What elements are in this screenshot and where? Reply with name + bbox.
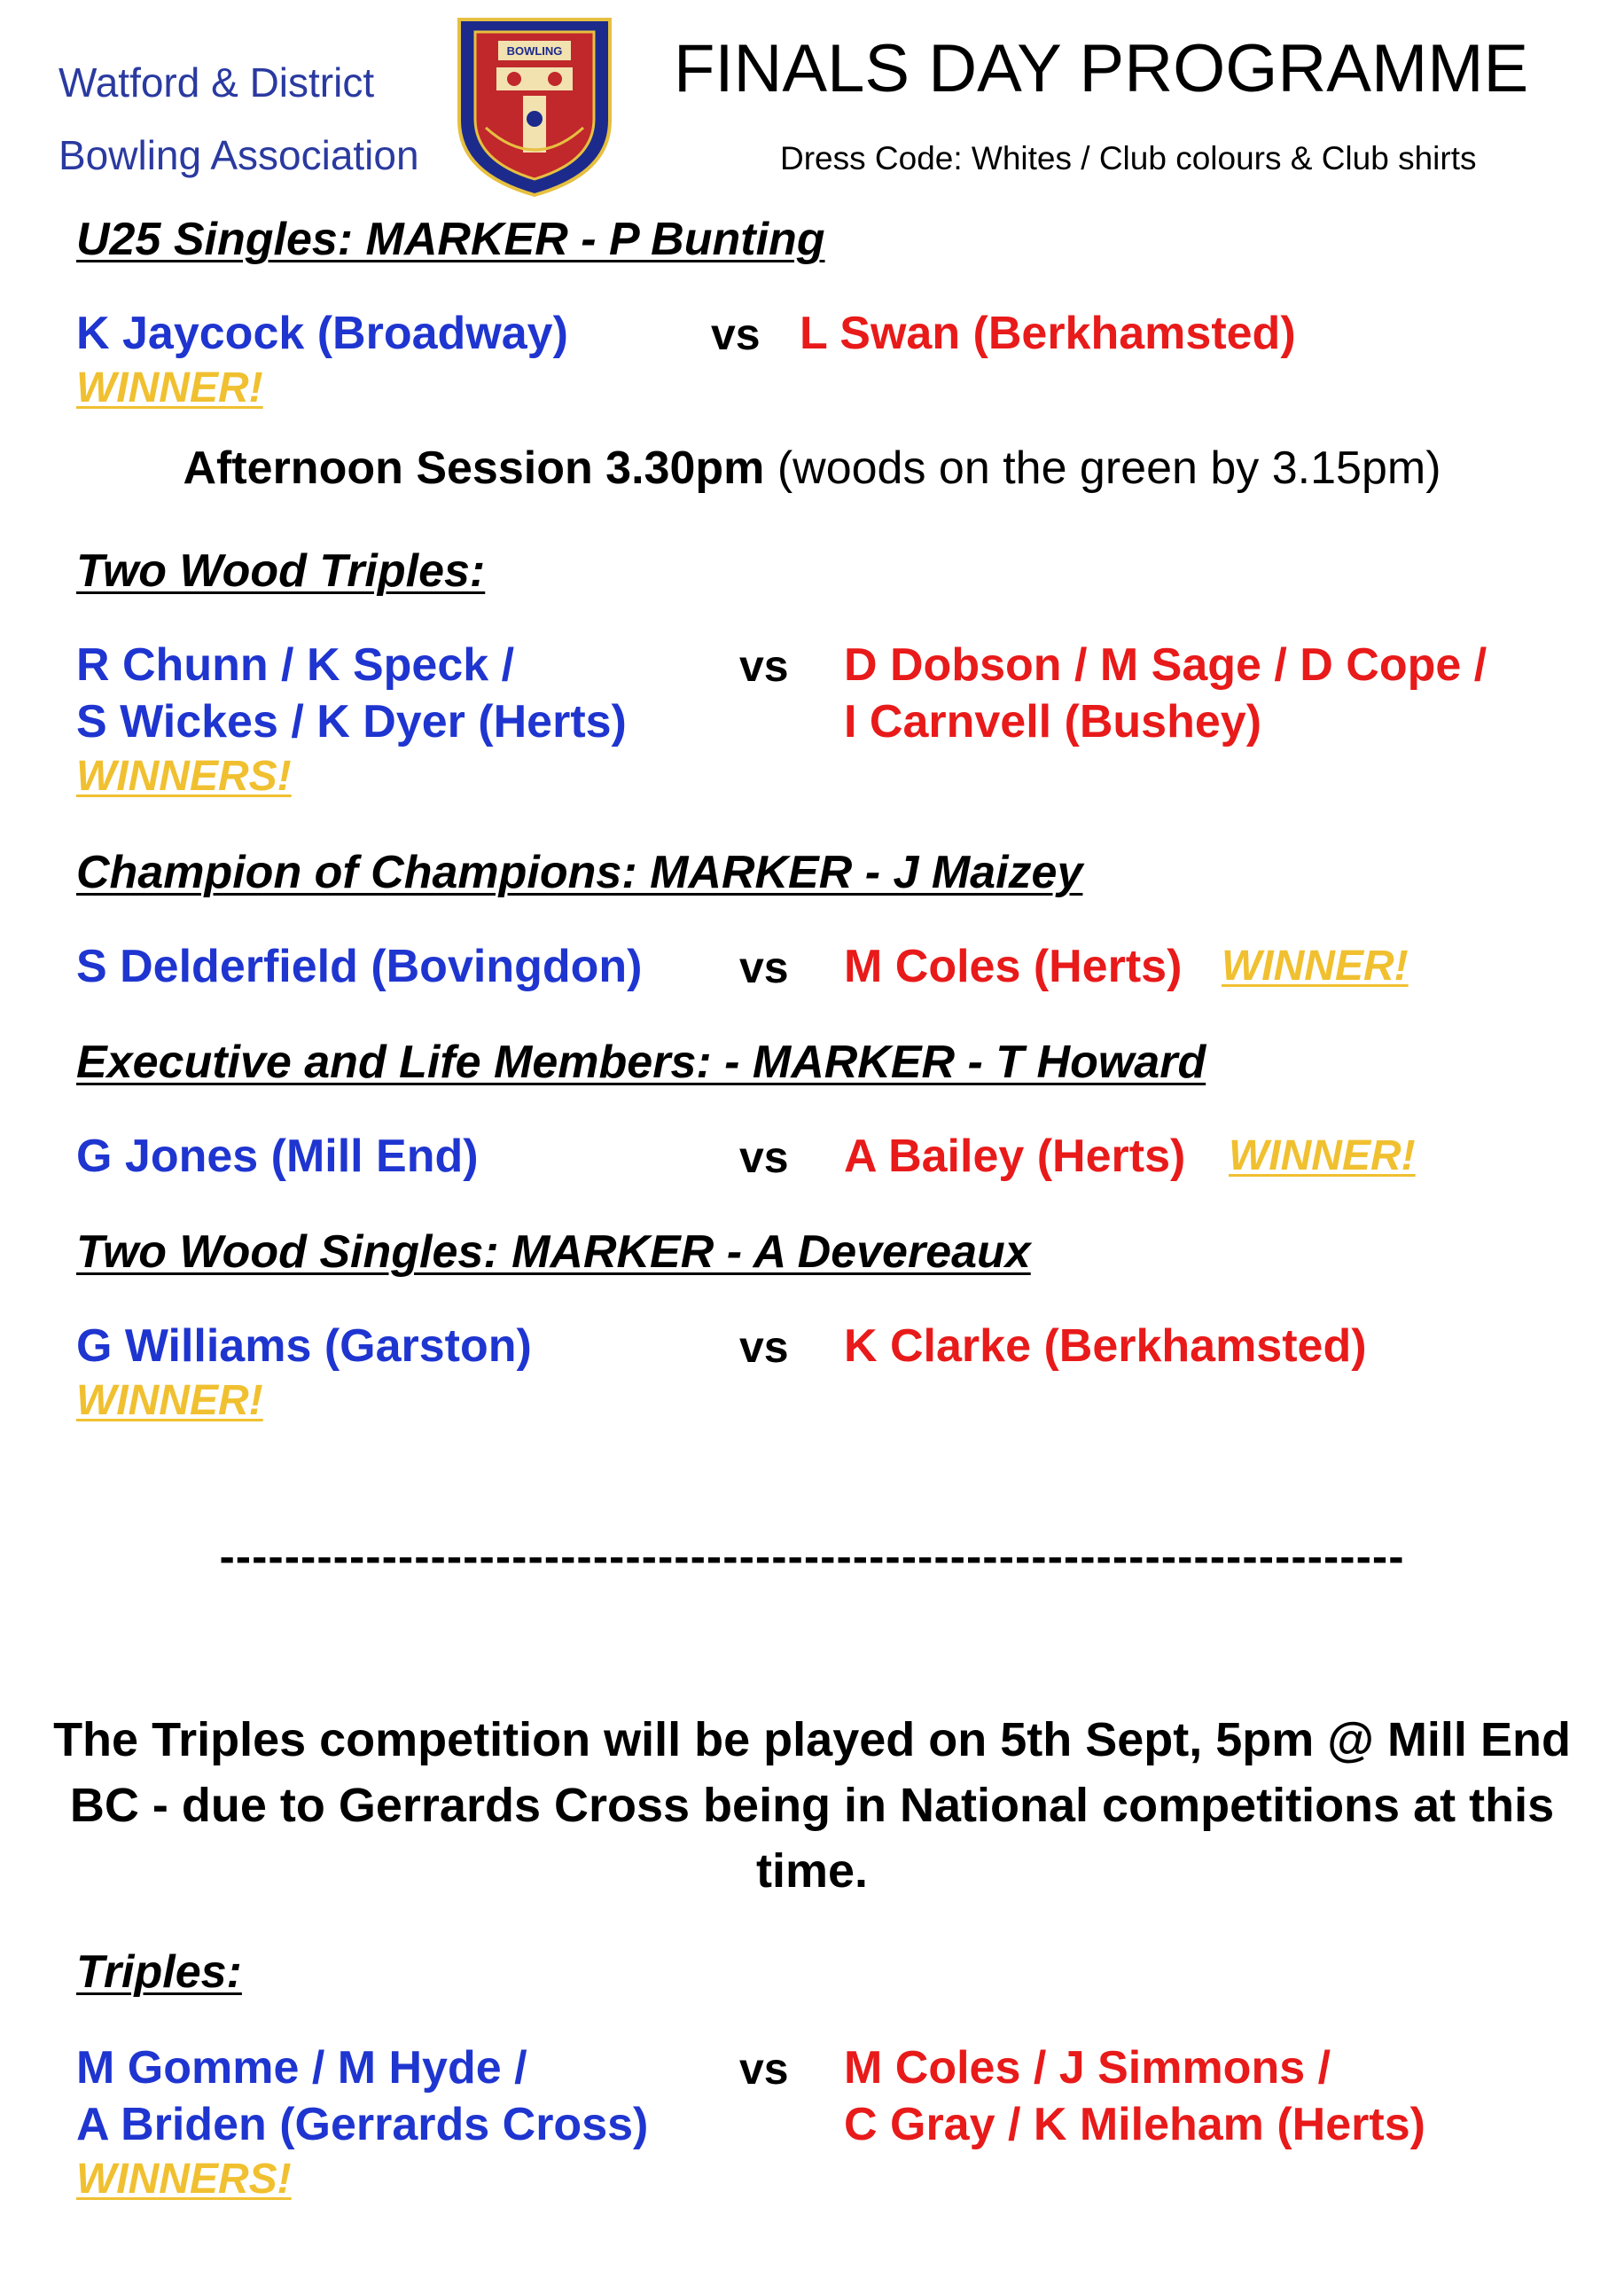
section-heading-triples: Triples: [76,1946,242,1998]
triples-winner-label: WINNERS! [76,2156,292,2203]
two-wood-singles-vs: vs [739,1322,789,1372]
two-wood-triples-winner-label: WINNERS! [76,753,292,800]
section-heading-champion-of-champions: Champion of Champions: MARKER - J Maizey [76,847,1083,898]
executive-vs: vs [739,1132,789,1182]
triples-away-line1: M Coles / J Simmons / [844,2042,1331,2094]
champion-winner-label: WINNER! [1222,943,1409,990]
section-heading-executive-life-members: Executive and Life Members: - MARKER - T Howard [76,1037,1206,1088]
two-wood-singles-away-player: K Clarke (Berkhamsted) [844,1320,1367,1372]
executive-winner-label: WINNER! [1229,1132,1416,1179]
u25-home-player: K Jaycock (Broadway) [76,308,568,359]
association-crest-logo [452,14,617,199]
triples-schedule-notice: The Triples competition will be played on 5th Sept, 5pm @ Mill End BC - due to Gerrards Cross being in National competitions at this time. [53,1713,1571,1898]
two-wood-triples-home-line2: S Wickes / K Dyer (Herts) [76,696,627,748]
triples-away-line2: C Gray / K Mileham (Herts) [844,2099,1425,2150]
two-wood-triples-home-line1: R Chunn / K Speck / [76,639,515,691]
session-detail: (woods on the green by 3.15pm) [764,442,1441,494]
section-divider: ------------------------------------------------------------------------- [219,1531,1405,1583]
u25-away-player: L Swan (Berkhamsted) [800,308,1296,359]
section-heading-two-wood-triples: Two Wood Triples: [76,545,486,597]
two-wood-triples-vs: vs [739,641,789,691]
two-wood-triples-away-line2: I Carnvell (Bushey) [844,696,1262,748]
org-name-line1: Watford & District [59,59,375,106]
afternoon-session-note [0,442,1624,494]
dress-code: Dress Code: Whites / Club colours & Club shirts [780,140,1477,176]
triples-home-line2: A Briden (Gerrards Cross) [76,2099,649,2150]
org-name-line2: Bowling Association [59,132,419,178]
section-heading-two-wood-singles: Two Wood Singles: MARKER - A Devereaux [76,1226,1031,1278]
two-wood-singles-winner-label: WINNER! [76,1377,263,1424]
u25-vs: vs [711,309,761,359]
two-wood-triples-away-line1: D Dobson / M Sage / D Cope / [844,639,1487,691]
section-heading-u25-singles: U25 Singles: MARKER - P Bunting [76,214,825,265]
triples-home-line1: M Gomme / M Hyde / [76,2042,527,2094]
champion-away-player: M Coles (Herts) [844,941,1183,992]
executive-home-player: G Jones (Mill End) [76,1131,479,1182]
champion-vs: vs [739,943,789,992]
two-wood-singles-home-player: G Williams (Garston) [76,1320,532,1372]
executive-away-player: A Bailey (Herts) [844,1131,1186,1182]
crest-text: BOWLING [506,44,563,58]
triples-vs: vs [739,2044,789,2094]
u25-winner-label: WINNER! [76,364,263,411]
session-time: Afternoon Session 3.30pm [183,442,765,494]
champion-home-player: S Delderfield (Bovingdon) [76,941,643,992]
page-title: FINALS DAY PROGRAMME [674,31,1529,106]
